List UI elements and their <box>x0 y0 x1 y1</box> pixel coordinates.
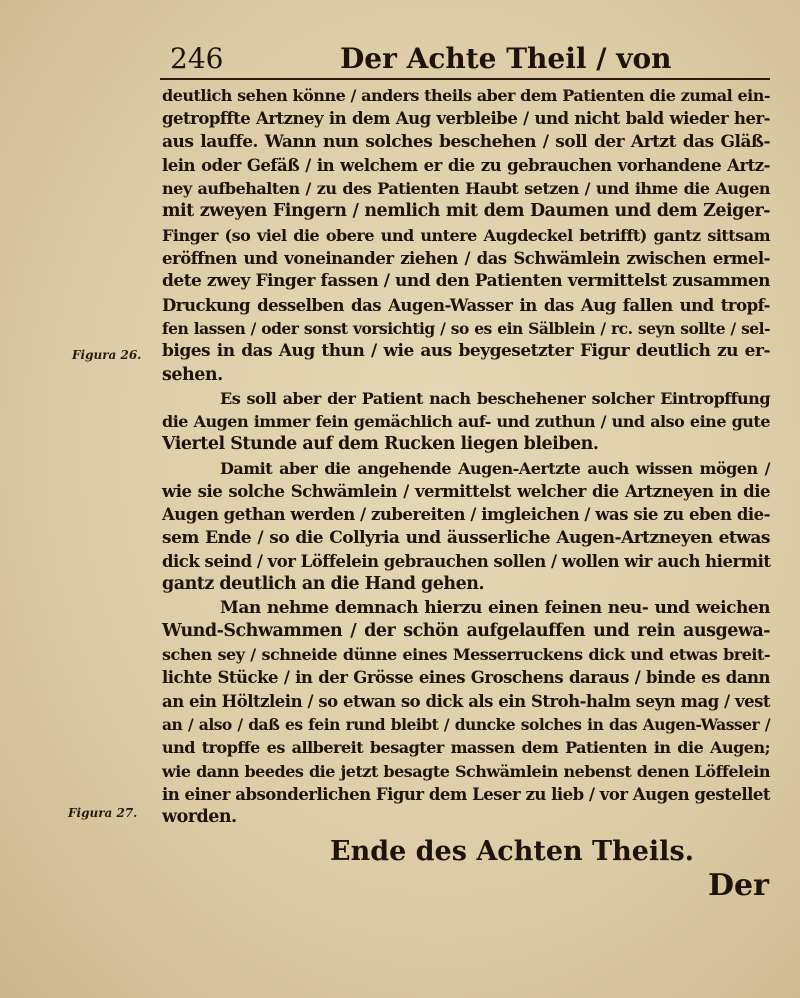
text-line: aus lauffe. Wann nun solches beschehen / soll der Artzt das Gläß- <box>162 131 770 152</box>
text-line: Damit aber die angehende Augen-Aertzte auch wissen mögen / <box>220 458 770 478</box>
text-line: die Augen immer fein gemächlich auf- und zuthun / und also eine gute <box>162 412 770 432</box>
text-line: lein oder Gefäß / in welchem er die zu gebrauchen vorhandene Artz- <box>162 155 770 175</box>
text-line: eröffnen und voneinander ziehen / das Schwämlein zwischen ermel- <box>162 249 770 269</box>
text-line: dete zwey Finger fassen / und den Patienten vermittelst zusammen <box>162 271 770 292</box>
text-line: Man nehme demnach hierzu einen feinen neu- und weichen <box>220 597 770 618</box>
text-line: an / also / daß es fein rund bleibt / duncke solches in das Augen-Wasser / <box>162 715 770 735</box>
text-line: ney aufbehalten / zu des Patienten Haubt setzen / und ihme die Augen <box>162 179 770 199</box>
text-line: worden. <box>162 807 237 828</box>
text-line: mit zweyen Fingern / nemlich mit dem Daumen und dem Zeiger- <box>162 201 770 222</box>
catchword: Der <box>708 868 769 903</box>
text-line: dick seind / vor Löffelein gebrauchen sollen / wollen wir auch hiermit <box>162 551 771 571</box>
text-line: gantz deutlich an die Hand gehen. <box>162 574 485 595</box>
text-line: und tropffe es allbereit besagter massen dem Patienten in die Augen; <box>162 738 770 758</box>
text-line: lichte Stücke / in der Grösse eines Groschens daraus / binde es dann <box>162 668 770 688</box>
body-text <box>162 84 770 830</box>
text-line: an ein Höltzlein / so etwan so dick als ein Stroh-halm seyn mag / vest <box>162 691 770 711</box>
text-line: deutlich sehen könne / anders theils aber dem Patienten die zumal ein- <box>162 86 770 105</box>
text-line: Augen gethan werden / zubereiten / imgleichen / was sie zu eben die- <box>162 505 770 525</box>
text-line: getropffte Artzney in dem Aug verbleibe / und nicht bald wieder her- <box>162 109 770 129</box>
text-line: in einer absonderlichen Figur dem Leser zu lieb / vor Augen gestellet <box>162 784 770 804</box>
text-line: schen sey / schneide dünne eines Messerruckens dick und etwas breit- <box>162 645 770 665</box>
text-line: wie sie solche Schwämlein / vermittelst welcher die Artzneyen in die <box>162 482 770 502</box>
margin-note-figura-26: Figura 26. <box>72 348 142 362</box>
running-head: Der Achte Theil / von <box>340 42 672 75</box>
text-line: sehen. <box>162 364 223 385</box>
page-number: 246 <box>170 42 224 75</box>
text-line: biges in das Aug thun / wie aus beygesetzter Figur deutlich zu er- <box>162 341 770 362</box>
end-of-part-title: Ende des Achten Theils. <box>330 836 695 867</box>
text-line: sem Ende / so die Collyria und äusserliche Augen-Artzneyen etwas <box>162 527 770 548</box>
margin-note-figura-27: Figura 27. <box>68 806 138 820</box>
text-line: fen lassen / oder sonst vorsichtig / so es ein Sälblein / rc. seyn sollte / sel- <box>162 318 770 338</box>
text-line: Druckung desselben das Augen-Wasser in das Aug fallen und tropf- <box>162 295 770 315</box>
text-line: wie dann beedes die jetzt besagte Schwämlein nebenst denen Löffelein <box>162 761 770 781</box>
page-header <box>160 40 770 80</box>
text-line: Viertel Stunde auf dem Rucken liegen bleiben. <box>162 434 599 455</box>
text-line: Es soll aber der Patient nach beschehener solcher Eintropffung <box>220 388 770 408</box>
text-line: Wund-Schwammen / der schön aufgelauffen und rein ausgewa- <box>162 620 770 641</box>
text-line: Finger (so viel die obere und untere Augdeckel betrifft) gantz sittsam <box>162 225 770 245</box>
